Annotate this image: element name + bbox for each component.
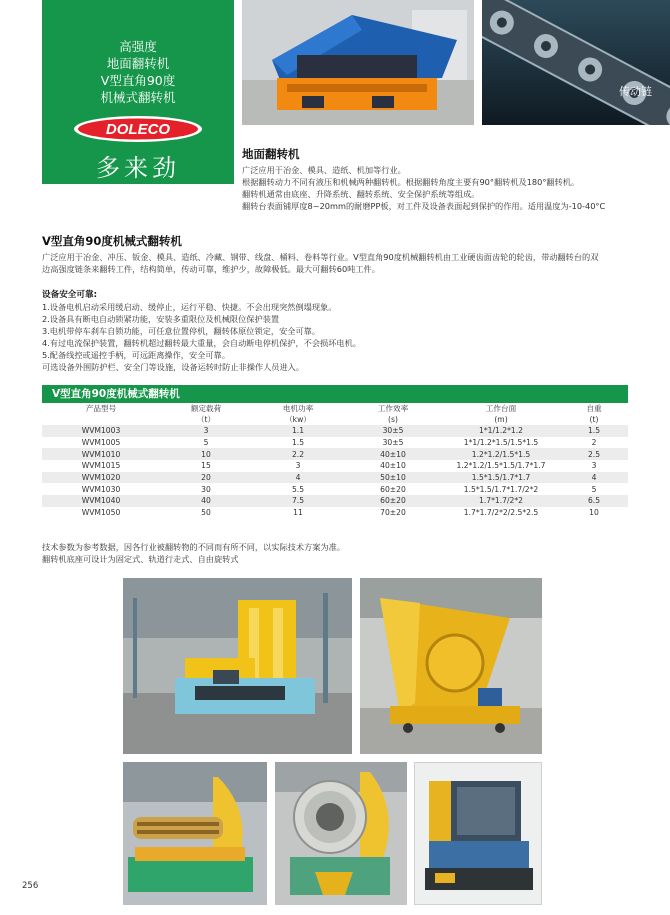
unit-load: （t） <box>196 415 216 424</box>
cell: 1.5 <box>252 437 344 449</box>
note-line: 翻转机底座可设计为固定式、轨道行走式、自由旋转式 <box>42 554 239 564</box>
cell: 50±10 <box>344 472 442 484</box>
cell: WVM1015 <box>42 460 160 472</box>
table-row <box>42 448 628 460</box>
cell: 50 <box>160 507 252 519</box>
safety-title: 设备安全可靠: <box>42 290 97 300</box>
doleco-logo <box>72 114 204 144</box>
cell: WVM1010 <box>42 448 160 460</box>
cell: 15 <box>160 460 252 472</box>
section-1-body <box>242 164 662 212</box>
spec-table <box>42 403 628 519</box>
unit-model <box>42 414 160 425</box>
cell: 3 <box>160 425 252 437</box>
photo-transmission-chain <box>482 0 670 125</box>
photo-coil-tilter <box>275 762 407 905</box>
cell: 1.5 <box>560 425 628 437</box>
cell: 40 <box>160 495 252 507</box>
cell: WVM1005 <box>42 437 160 449</box>
section-2-body <box>42 251 642 275</box>
cell: 6.5 <box>560 495 628 507</box>
safety-item: 5.配备线控或遥控手柄，可远距离操作，安全可靠。 <box>42 350 230 360</box>
header-weight: 自重 <box>586 404 602 413</box>
safety-list <box>42 301 642 373</box>
cell: 7.5 <box>252 495 344 507</box>
safety-item: 1.设备电机启动采用缓启动、缓停止，运行平稳、快捷。不会出现突然倒塌现象。 <box>42 302 337 312</box>
brand-panel <box>42 0 234 184</box>
header-efficiency: 工作效率 <box>377 404 409 413</box>
table-row <box>42 437 628 449</box>
cell: 10 <box>160 448 252 460</box>
header-model: 产品型号 <box>85 404 117 413</box>
cell: 3 <box>252 460 344 472</box>
table-row <box>42 483 628 495</box>
unit-efficiency: (s) <box>388 415 398 424</box>
brand-line-2: 地面翻转机 <box>106 56 170 71</box>
unit-table-size: (m) <box>494 415 508 424</box>
unit-weight: (t) <box>589 415 599 424</box>
section-2-line: 边高强度链条来翻转工件，结构简单，传动可靠，维护少，故障极低。最大可翻转60吨工件。 <box>42 264 380 274</box>
section-2-line: 广泛应用于冶金、冲压、钣金、模具、造纸、冷藏、钢带、线盘、桶料、卷料等行业。V型直角90度机械翻转机由工业硬齿面齿轮的轮齿，带动翻转台的双 <box>42 252 599 262</box>
notes <box>42 541 642 565</box>
cell: 2.2 <box>252 448 344 460</box>
cell: 1.2*1.2/1.5*1.5 <box>442 448 560 460</box>
section-1-line: 广泛应用于冶金、模具、造纸、机加等行业。 <box>242 165 406 175</box>
chain-photo-label: 传动链 <box>619 85 652 98</box>
photo-roller-tilter <box>123 762 267 905</box>
cell: 40±10 <box>344 460 442 472</box>
table-row <box>42 495 628 507</box>
spec-table-units-row <box>42 414 628 425</box>
photo-hydraulic-tilter <box>242 0 474 125</box>
cell: 60±20 <box>344 483 442 495</box>
safety-item: 3.电机带停车刹车自锁功能，可任意位置停机，翻转体原位锁定，安全可靠。 <box>42 326 321 336</box>
spec-table-title: V型直角90度机械式翻转机 <box>42 385 628 403</box>
logo-text: DOLECO <box>105 121 171 138</box>
cell: 30 <box>160 483 252 495</box>
brand-line-1: 高强度 <box>119 39 157 54</box>
cell: 5 <box>160 437 252 449</box>
cell: 1*1/1.2*1.2 <box>442 425 560 437</box>
photo-mold-tilter <box>414 762 542 905</box>
cell: 1.5*1.5/1.7*1.7 <box>442 472 560 484</box>
cell: 1*1/1.2*1.5/1.5*1.5 <box>442 437 560 449</box>
cell: 2.5 <box>560 448 628 460</box>
cell: 4 <box>560 472 628 484</box>
brand-line-4: 机械式翻转机 <box>100 90 176 105</box>
cell: 5 <box>560 483 628 495</box>
cell: 1.5*1.5/1.7*1.7/2*2 <box>442 483 560 495</box>
cell: 30±5 <box>344 425 442 437</box>
cell: WVM1040 <box>42 495 160 507</box>
section-2-title: V型直角90度机械式翻转机 <box>42 234 182 248</box>
cell: 1.7*1.7/2*2 <box>442 495 560 507</box>
section-1-title: 地面翻转机 <box>242 147 300 161</box>
cell: WVM1020 <box>42 472 160 484</box>
table-row <box>42 460 628 472</box>
brand-cn-name: 多来劲 <box>96 154 180 182</box>
cell: 30±5 <box>344 437 442 449</box>
cell: WVM1050 <box>42 507 160 519</box>
cell: WVM1003 <box>42 425 160 437</box>
cell: 1.7*1.7/2*2/2.5*2.5 <box>442 507 560 519</box>
cell: 3 <box>560 460 628 472</box>
cell: 5.5 <box>252 483 344 495</box>
table-row <box>42 507 628 519</box>
cell: WVM1030 <box>42 483 160 495</box>
cell: 1.2*1.2/1.5*1.5/1.7*1.7 <box>442 460 560 472</box>
table-row <box>42 425 628 437</box>
brand-line-3: V型直角90度 <box>100 73 176 88</box>
safety-item: 2.设备具有断电自动锁紧功能，安装多重限位及机械限位保护装置 <box>42 314 280 324</box>
cell: 2 <box>560 437 628 449</box>
spec-table-header-row <box>42 403 628 414</box>
cell: 10 <box>560 507 628 519</box>
header-power: 电机功率 <box>282 404 314 413</box>
cell: 70±20 <box>344 507 442 519</box>
header-load: 额定载荷 <box>190 404 222 413</box>
cell: 4 <box>252 472 344 484</box>
photo-v-tilter-factory <box>123 578 352 754</box>
note-line: 技术参数为参考数据，因各行业被翻转物的不同而有所不同，以实际技术方案为准。 <box>42 542 345 552</box>
safety-item: 4.有过电流保护装置，翻转机超过翻转最大重量，会自动断电停机保护，不会损坏电机。 <box>42 338 361 348</box>
section-1-line: 根据翻转动力不同有液压和机械两种翻转机。根据翻转角度主要有90°翻转机及180°翻转机。 <box>242 177 580 187</box>
cell: 60±20 <box>344 495 442 507</box>
unit-power: （kw） <box>285 415 311 424</box>
cell: 40±10 <box>344 448 442 460</box>
cell: 11 <box>252 507 344 519</box>
safety-item: 可选设备外围防护栏、安全门等设施，设备运转时防止非操作人员进入。 <box>42 362 305 372</box>
header-table-size: 工作台面 <box>485 404 517 413</box>
cell: 1.1 <box>252 425 344 437</box>
photo-large-yellow-tilter <box>360 578 542 754</box>
page-number: 256 <box>22 881 39 891</box>
section-1-line: 翻转机通常由底座、升降系统、翻转系统、安全保护系统等组成。 <box>242 189 480 199</box>
table-row <box>42 472 628 484</box>
cell: 20 <box>160 472 252 484</box>
section-1-line: 翻转台表面铺厚度8~20mm的耐磨PP板，对工件及设备表面起到保护的作用。适用温度为-10-40°C <box>242 201 606 211</box>
